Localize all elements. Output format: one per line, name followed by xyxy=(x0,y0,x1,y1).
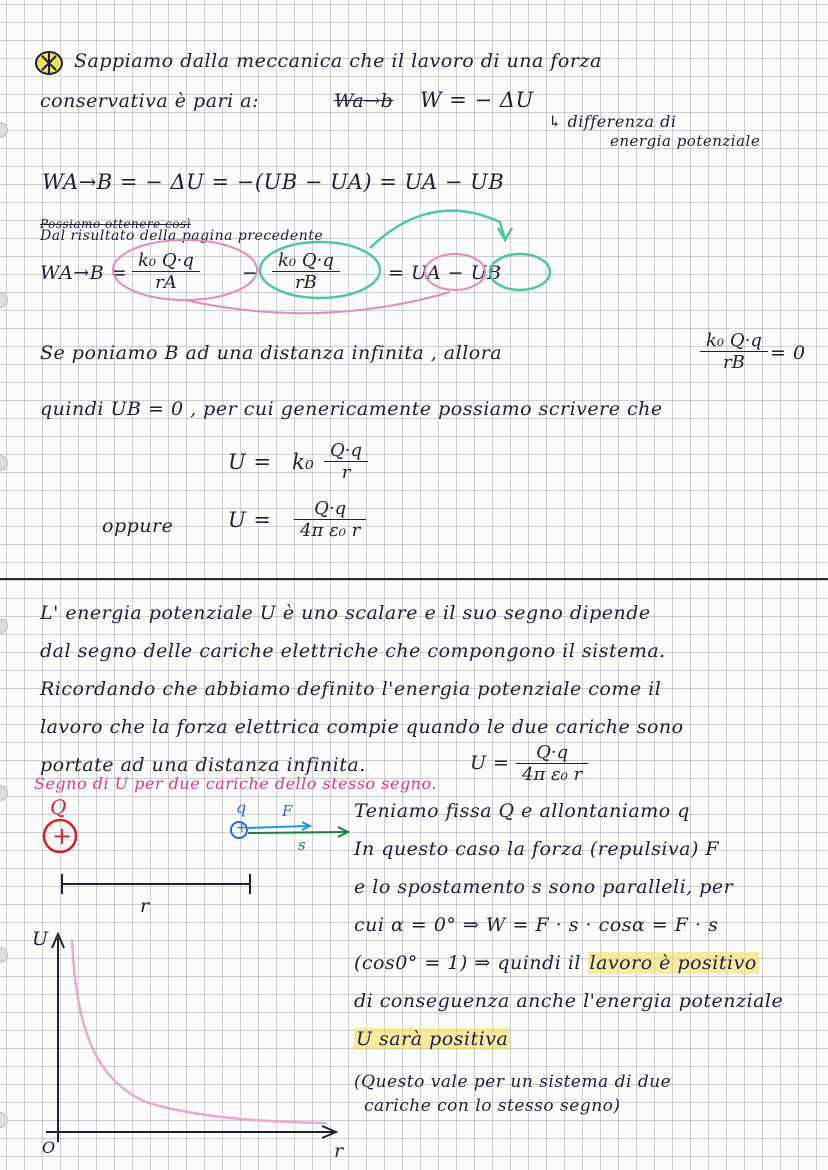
explain-line-3: e lo spostamento s sono paralleli, per xyxy=(354,876,734,898)
explain-line-5 xyxy=(354,952,759,974)
formula-1-fraction xyxy=(324,440,368,483)
para-formula-den: 4π ε₀ r xyxy=(516,763,588,785)
charge-Q-sign: + xyxy=(52,822,73,850)
infinity-frac-num: k₀ Q·q xyxy=(706,330,762,351)
eq2-lhs: WA→B = xyxy=(40,262,128,284)
formula-2-fraction xyxy=(294,498,366,541)
graph-y-label: U xyxy=(32,928,49,950)
infinity-frac-den: rB xyxy=(700,351,768,373)
para-formula-lhs: U = xyxy=(470,752,510,774)
generic-line: quindi UB = 0 , per cui genericamente possiamo scrivere che xyxy=(40,398,663,420)
formula-1-den: r xyxy=(324,461,368,483)
graph-x-label: r xyxy=(334,1140,344,1162)
para-line-3: Ricordando che abbiamo definito l'energia potenziale come il xyxy=(40,678,662,700)
explain-line-9: cariche con lo stesso segno) xyxy=(364,1096,621,1116)
explain-highlight-work: lavoro è positivo xyxy=(589,952,757,974)
distance-label: r xyxy=(140,895,150,917)
intro-line-1: Sappiamo dalla meccanica che il lavoro di una forza xyxy=(74,50,602,72)
formula-1-lhs: U = xyxy=(228,450,272,474)
eq2-term-1-num: k₀ Q·q xyxy=(138,250,194,271)
infinity-text: Se poniamo B ad una distanza infinita , allora xyxy=(40,342,503,364)
work-equation: WA→B = − ΔU = −(UB − UA) = UA − UB xyxy=(42,170,505,194)
para-line-2: dal segno delle cariche elettriche che compongono il sistema. xyxy=(40,640,666,662)
formula-2-den: 4π ε₀ r xyxy=(294,519,366,541)
intro-line-2: conservativa è pari a: xyxy=(40,90,259,112)
eq2-rhs: = UA − UB xyxy=(388,262,502,284)
explain-line-1: Teniamo fissa Q e allontaniamo q xyxy=(354,800,690,822)
eq2-minus: − xyxy=(242,262,259,284)
charge-q-label: q xyxy=(236,798,247,817)
infinity-fraction xyxy=(700,330,768,373)
binder-hole xyxy=(0,455,8,471)
para-line-4: lavoro che la forza elettrica compie quando le due cariche sono xyxy=(40,716,684,738)
binder-hole xyxy=(0,785,8,801)
para-formula-fraction xyxy=(516,742,588,785)
eq2-term-2-den: rB xyxy=(272,271,340,293)
vector-F-label: F xyxy=(282,802,293,820)
formula-1-num: Q·q xyxy=(330,440,363,461)
arrow-note-2: energia potenziale xyxy=(610,132,761,150)
formula-2-num: Q·q xyxy=(314,498,347,519)
explain-highlight-energy: U sarà positiva xyxy=(356,1028,509,1050)
binder-hole xyxy=(0,1112,8,1128)
graph-origin-label: O xyxy=(42,1138,56,1157)
sign-heading: Segno di U per due cariche dello stesso segno. xyxy=(34,774,437,793)
infinity-zero: = 0 xyxy=(770,342,806,364)
formula-2-label: oppure xyxy=(102,515,174,537)
vector-s-label: s xyxy=(298,836,307,854)
binder-hole xyxy=(0,618,8,634)
explain-line-8: (Questo vale per un sistema di due xyxy=(354,1072,672,1092)
intro-strike: Wa→b xyxy=(334,90,394,112)
para-formula-num: Q·q xyxy=(536,742,569,763)
explain-line-2: In questo caso la forza (repulsiva) F xyxy=(354,838,720,860)
para-line-5: portate ad una distanza infinita. xyxy=(40,754,366,776)
charge-Q-label: Q xyxy=(50,795,67,819)
explain-line-6: di conseguenza anche l'energia potenziale xyxy=(354,990,784,1012)
formula-2-lhs: U = xyxy=(228,508,272,532)
section-divider xyxy=(0,578,828,580)
eq2-term-2-num: k₀ Q·q xyxy=(278,250,334,271)
from-prev-note: Dal risultato della pagina precedente xyxy=(40,228,324,244)
intro-formula: W = − ΔU xyxy=(420,88,534,112)
eq2-annotation-loops xyxy=(0,0,828,330)
binder-hole xyxy=(0,947,8,963)
strike-note: Possiamo ottenere così xyxy=(40,217,191,231)
para-line-1: L' energia potenziale U è uno scalare e il suo segno dipende xyxy=(40,602,651,624)
eq2-term-1-den: rA xyxy=(132,271,200,293)
charge-q-sign: + xyxy=(236,820,249,836)
formula-1-coef: k₀ xyxy=(292,450,315,474)
explain-line-4: cui α = 0° ⇒ W = F · s · cosα = F · s xyxy=(354,914,719,936)
explain-line-7 xyxy=(354,1028,510,1050)
arrow-note-1: ↳ differenza di xyxy=(548,112,677,131)
potential-energy-graph xyxy=(36,930,356,1160)
distance-line xyxy=(60,870,260,900)
explain-line-5-text: (cos0° = 1) ⇒ quindi il xyxy=(354,952,581,974)
